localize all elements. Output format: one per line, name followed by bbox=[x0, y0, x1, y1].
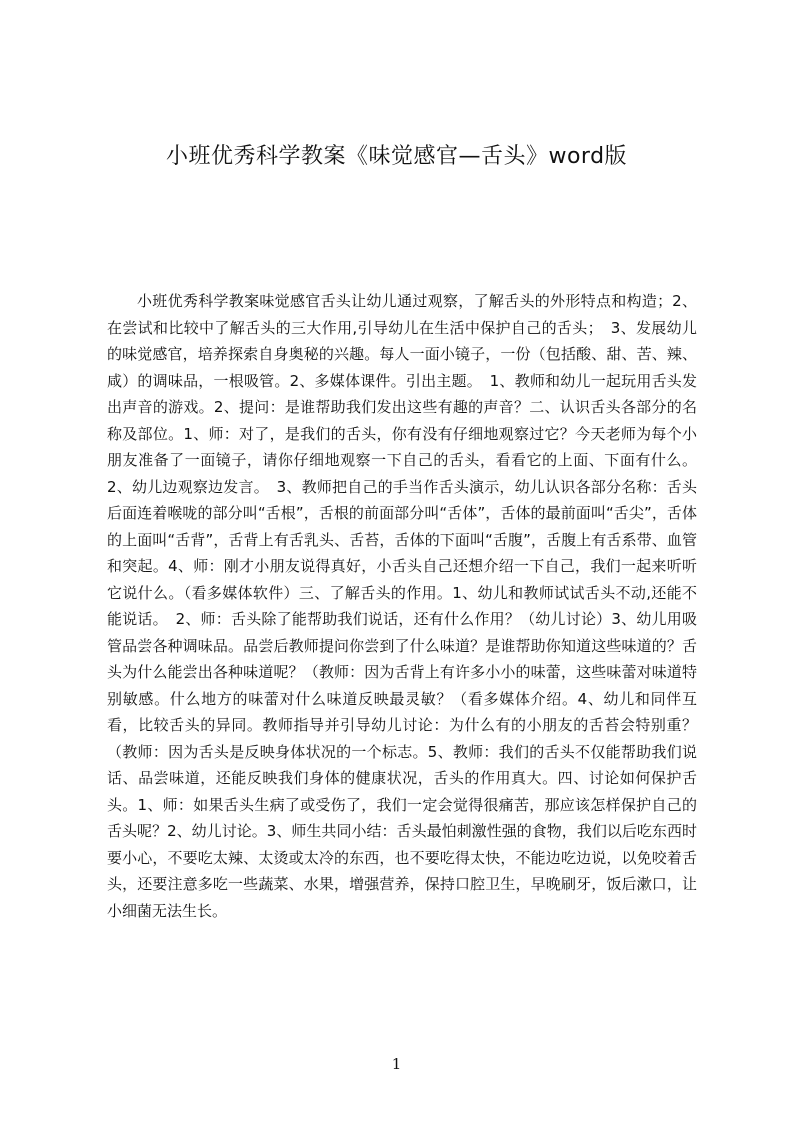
document-title: 小班优秀科学教案《味觉感官—舌头》word版 bbox=[165, 144, 628, 169]
page-number: 1 bbox=[391, 1055, 402, 1073]
document-body-paragraph: 小班优秀科学教案味觉感官舌头让幼儿通过观察，了解舌头的外形特点和构造；2、在尝试和比较中了解舌头的三大作用,引导幼儿在生活中保护自己的舌头； 3、发展幼儿的味觉感官，培养探索自身奥秘的兴趣。每人一面小镜子，一份（包括酸、甜、苦、辣、咸）的调味品，一根吸管。2、多媒体课件。引出主题。 1、教师和幼儿一起玩用舌头发出声音的游戏。2、提问：是谁帮助我们发出这些有趣的声音？二、认识舌头各部分的名称及部位。1、师：对了，是我们的舌头，你有没有仔细地观察过它？今天老师为每个小朋友准备了一面镜子，请你仔细地观察一下自己的舌头，看看它的上面、下面有什么。2、幼儿边观察边发言。 3、教师把自己的手当作舌头演示，幼儿认识各部分名称：舌头后面连着喉咙的部分叫“舌根”，舌根的前面部分叫“舌体”，舌体的最前面叫“舌尖”，舌体的上面叫“舌背”，舌背上有舌乳头、舌苔，舌体的下面叫“舌腹”，舌腹上有舌系带、血管和突起。4、师：刚才小朋友说得真好，小舌头自己还想介绍一下自己，我们一起来听听它说什么。（看多媒体软件）三、了解舌头的作用。1、幼儿和教师试试舌头不动,还能不能说话。 2、师：舌头除了能帮助我们说话，还有什么作用？（幼儿讨论）3、幼儿用吸管品尝各种调味品。品尝后教师提问你尝到了什么味道？是谁帮助你知道这些味道的？舌头为什么能尝出各种味道呢？（教师：因为舌背上有许多小小的味蕾，这些味蕾对味道特别敏感。什么地方的味蕾对什么味道反映最灵敏？（看多媒体介绍。4、幼儿和同伴互看，比较舌头的异同。教师指导并引导幼儿讨论：为什么有的小朋友的舌苔会特别重？（教师：因为舌头是反映身体状况的一个标志。5、教师：我们的舌头不仅能帮助我们说话、品尝味道，还能反映我们身体的健康状况，舌头的作用真大。四、讨论如何保护舌头。1、师：如果舌头生病了或受伤了，我们一定会觉得很痛苦，那应该怎样保护自己的舌头呢？2、幼儿讨论。3、师生共同小结：舌头最怕刺激性强的食物，我们以后吃东西时要小心，不要吃太辣、太烫或太冷的东西，也不要吃得太快，不能边吃边说，以免咬着舌头，还要注意多吃一些蔬菜、水果，增强营养，保持口腔卫生，早晚刷牙，饭后漱口，让小细菌无法生长。 bbox=[107, 292, 697, 920]
